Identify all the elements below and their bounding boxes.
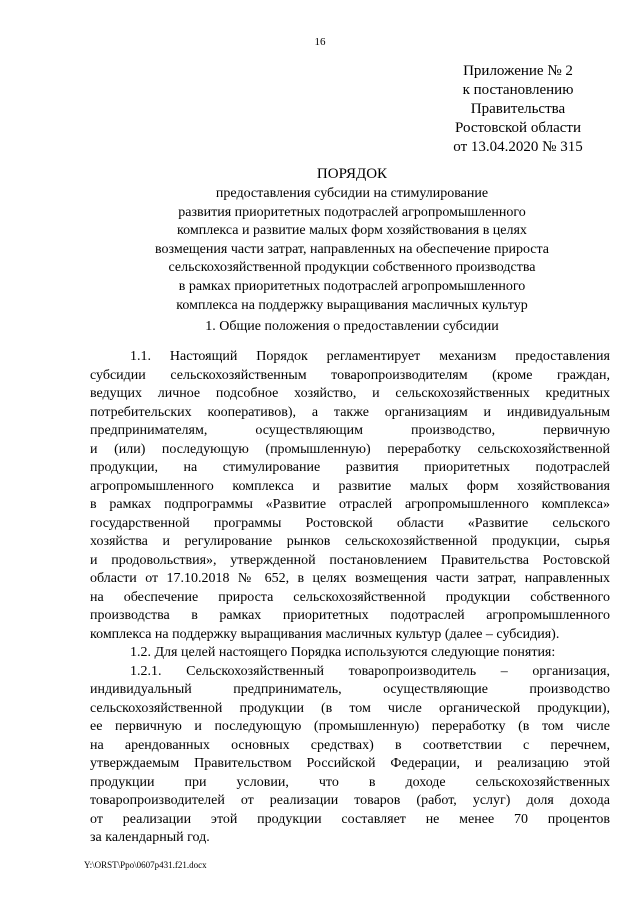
body-line: продукции при условии, что в доходе сельскохозяйственных [90, 774, 610, 790]
body-line: потребительских кооперативов), а также организациям и индивидуальным [90, 404, 610, 420]
body-line: товаропроизводителей от реализации товаров (работ, услуг) доля дохода [90, 793, 610, 808]
appendix-line: от 13.04.2020 № 315 [453, 139, 583, 155]
body-line: на арендованных основных средствах) в соответствии с перечнем, [90, 737, 610, 753]
document-body [90, 348, 610, 848]
body-line: производства в рамках приоритетных подотраслей агропромышленного [90, 608, 610, 623]
subtitle-line: развития приоритетных подотраслей агропромышленного [178, 204, 526, 220]
subtitle-line: сельскохозяйственной продукции собственного производства [168, 260, 536, 276]
body-line: утверждаемым Правительством Российской Федерации, и реализацию этой [90, 756, 610, 771]
body-line: государственной программы Ростовской области «Развитие сельского [90, 515, 610, 531]
body-line: 1.2. Для целей настоящего Порядка используются следующие понятия: [130, 645, 556, 660]
body-line: комплекса на поддержку выращивания масличных культур (далее – субсидия). [90, 626, 560, 642]
page-number: 16 [314, 36, 326, 48]
document-subtitle [0, 185, 640, 315]
body-line: 1.2.1. Сельскохозяйственный товаропроизводитель – организация, [130, 663, 610, 679]
appendix-line: Ростовской области [455, 120, 581, 136]
body-line: ведущих личное подсобное хозяйство, и сельскохозяйственных кредитных [90, 386, 610, 401]
body-line: индивидуальный предприниматель, осуществляющие производство [90, 682, 610, 697]
subtitle-line: в рамках приоритетных подотраслей агропромышленного [178, 278, 526, 294]
body-line: предпринимателям, осуществляющим производство, первичную [90, 423, 610, 438]
subtitle-line: возмещения части затрат, направленных на обеспечение прироста [154, 241, 550, 257]
body-line: и (или) последующую (промышленную) переработку сельскохозяйственной [90, 441, 610, 457]
body-line: и продовольствия», утвержденной постановлением Правительства Ростовской [90, 552, 610, 568]
body-line: продукции, на стимулирование развития приоритетных подотраслей [90, 460, 610, 475]
body-line: области от 17.10.2018 № 652, в целях возмещения части затрат, направленных [90, 571, 610, 586]
file-path-footer: Y:\ORST\Ppo\0607p431.f21.docx [84, 860, 207, 870]
body-line: 1.1. Настоящий Порядок регламентирует механизм предоставления [130, 349, 610, 364]
appendix-reference [448, 62, 588, 157]
subtitle-line: предоставления субсидии на стимулирование [215, 186, 489, 201]
body-line: субсидии сельскохозяйственным товаропроизводителям (кроме граждан, [90, 367, 610, 383]
body-line: на обеспечение прироста сельскохозяйственной продукции собственного [90, 589, 610, 605]
body-line: агропромышленного комплекса и развитие малых форм хозяйствования [90, 478, 610, 494]
body-line: хозяйства и регулирование рынков сельскохозяйственной продукции, сырья [90, 534, 610, 549]
body-line: в рамках подпрограммы «Развитие отраслей агропромышленного комплекса» [90, 497, 610, 512]
appendix-line: Правительства [470, 101, 566, 117]
body-line: от реализации этой продукции составляет не менее 70 процентов [90, 811, 610, 827]
document-title: ПОРЯДОК [316, 166, 388, 182]
body-line: за календарный год. [90, 830, 210, 845]
appendix-line: Приложение № 2 [463, 63, 573, 79]
appendix-line: к постановлению [462, 82, 574, 98]
body-line: сельскохозяйственной продукции (в том числе органической продукции), [90, 700, 610, 716]
section-heading: 1. Общие положения о предоставлении субсидии [205, 319, 499, 334]
subtitle-line: комплекса и развитие малых форм хозяйствования в целях [177, 223, 527, 239]
subtitle-line: комплекса на поддержку выращивания масличных культур [176, 297, 528, 313]
body-line: ее первичную и последующую (промышленную) переработку (в том числе [90, 719, 610, 734]
